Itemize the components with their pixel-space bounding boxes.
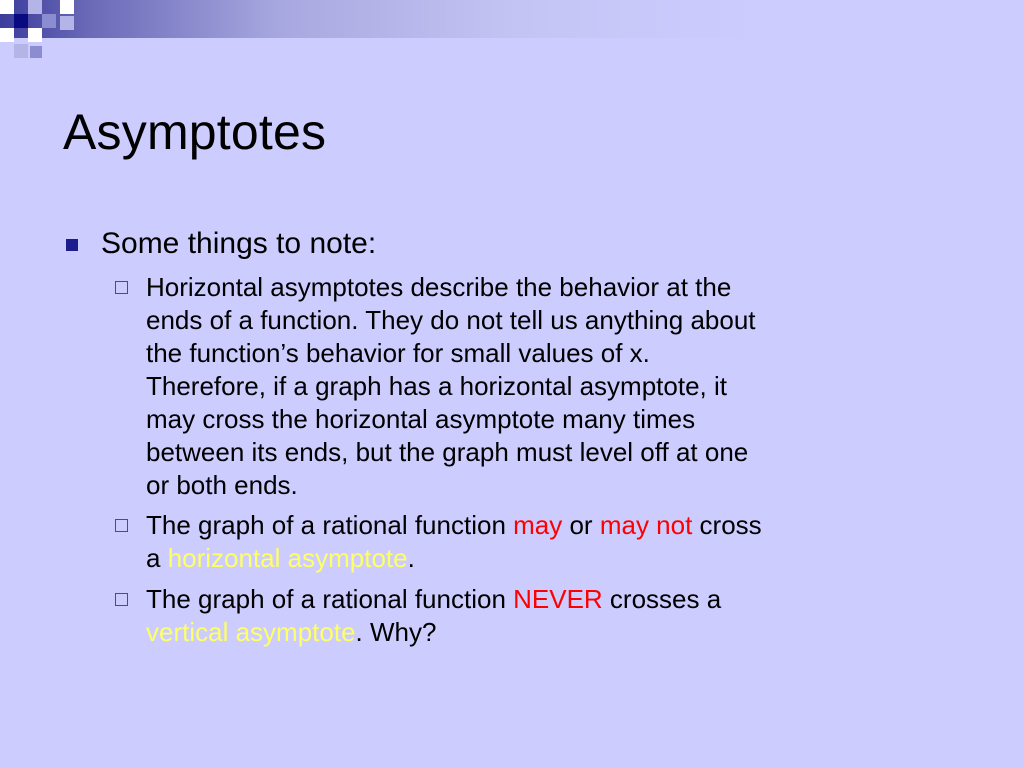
emphasis-vertical-asymptote: vertical asymptote: [146, 617, 356, 647]
square-bullet-icon: [66, 239, 78, 251]
emphasis-may: may: [513, 510, 563, 540]
slide-title: Asymptotes: [63, 104, 327, 160]
sub-bullet-3-text: The graph of a rational function NEVER crosses a vertical asymptote. Why?: [146, 584, 722, 647]
level1-text: Some things to note:: [101, 227, 377, 260]
hollow-square-bullet-icon: [115, 281, 128, 294]
emphasis-may-not: may not: [599, 510, 693, 540]
emphasis-never: NEVER: [513, 584, 603, 614]
hollow-square-bullet-icon: [115, 593, 128, 606]
sub-bullet-2-text: The graph of a rational function may or may not cross a horizontal asymptote.: [146, 510, 762, 573]
header-decoration: [0, 0, 1024, 38]
hollow-square-bullet-icon: [115, 519, 128, 532]
sub-bullet-1-text: Horizontal asymptotes describe the behavior at the ends of a function. They do not tell us anything about the function’s behavior for small values of x. Therefore, if a graph has a horizontal asymptote, it may cross the horizontal asymptote many times between its ends, but the graph must level off at one or both ends.: [146, 272, 756, 500]
emphasis-horizontal-asymptote: horizontal asymptote: [167, 543, 408, 573]
